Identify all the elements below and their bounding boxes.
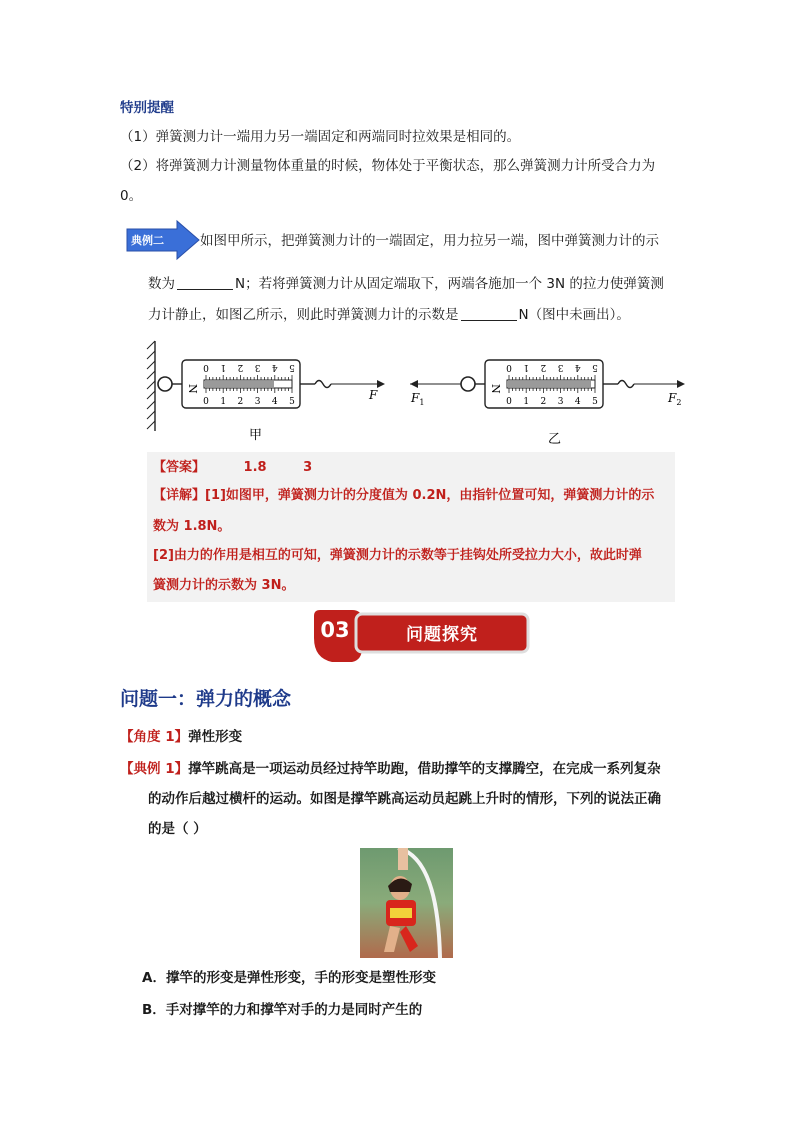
left-scale-number-top: 5 bbox=[289, 362, 295, 372]
reminder-point-2: （2）将弹簧测力计测量物体重量的时候，物体处于平衡状态，那么弹簧测力计所受合力为 bbox=[120, 158, 656, 174]
option-a[interactable]: A．撑竿的形变是弹性形变，手的形变是塑性形变 bbox=[142, 970, 436, 986]
caption-right: 乙 bbox=[548, 432, 562, 447]
right-scale-number-bottom: 4 bbox=[574, 397, 581, 407]
detail-2-cont: 簧测力计的示数为 3N。 bbox=[153, 578, 295, 593]
right-scale-number-top: 5 bbox=[592, 362, 598, 372]
example2-line-3-b: N（图中未画出）。 bbox=[518, 307, 630, 323]
force-label-f: F bbox=[369, 388, 378, 402]
left-scale-number-bottom: 1 bbox=[220, 397, 227, 407]
ex1-line-3: 的是（ ） bbox=[148, 821, 207, 837]
detail-1-cont: 数为 1.8N。 bbox=[153, 519, 231, 534]
ex1-text-1: 撑竿跳高是一项运动员经过持竿助跑，借助撑竿的支撑腾空，在完成一系列复杂 bbox=[188, 761, 661, 777]
right-scale-number-top: 4 bbox=[574, 362, 581, 372]
caption-left: 甲 bbox=[249, 428, 263, 443]
reminder-point-2-cont: 0。 bbox=[120, 188, 143, 204]
example-badge-label: 典例二 bbox=[131, 234, 164, 247]
right-scale-number-bottom: 1 bbox=[523, 397, 530, 407]
left-scale-number-bottom: 5 bbox=[289, 397, 295, 407]
section-title: 问题探究 bbox=[406, 625, 478, 645]
answer-label: 【答案】 bbox=[153, 460, 206, 475]
right-scale-number-bottom: 2 bbox=[540, 397, 547, 407]
unit-label-right: N bbox=[489, 384, 502, 394]
left-scale-number-top: 4 bbox=[271, 362, 278, 372]
left-scale-number-top: 3 bbox=[254, 362, 261, 372]
option-b[interactable]: B．手对撑竿的力和撑竿对手的力是同时产生的 bbox=[142, 1002, 423, 1018]
unit-label-left: N bbox=[186, 384, 199, 394]
right-scale-number-top: 0 bbox=[506, 362, 512, 372]
left-scale-number-top: 0 bbox=[203, 362, 209, 372]
example2-line-3-a: 力计静止，如图乙所示，则此时弹簧测力计的示数是 bbox=[148, 307, 459, 323]
ex1-line-1 bbox=[120, 759, 661, 779]
spring-scale-figure bbox=[145, 335, 690, 450]
force-label-f2: $F_2$ bbox=[668, 391, 682, 407]
ex1-label: 【典例 1】 bbox=[120, 761, 189, 777]
example2-line-2-b: N；若将弹簧测力计从固定端取下，两端各施加一个 3N 的拉力使弹簧测 bbox=[235, 276, 664, 292]
answer-value-1: 1.8 bbox=[243, 460, 267, 475]
detail-1: 【详解】[1]如图甲，弹簧测力计的分度值为 0.2N，由指针位置可知，弹簧测力计的示 bbox=[153, 488, 655, 503]
left-scale-number-top: 1 bbox=[220, 362, 227, 372]
reminder-point-1: （1）弹簧测力计一端用力另一端固定和两端同时拉效果是相同的。 bbox=[120, 129, 521, 145]
angle-text: 弹性形变 bbox=[188, 729, 243, 745]
problem-title: 问题一：弹力的概念 bbox=[120, 688, 292, 710]
detail-2: [2]由力的作用是相互的可知，弹簧测力计的示数等于挂钩处所受拉力大小，故此时弹 bbox=[153, 548, 642, 563]
wall-hatching bbox=[147, 341, 155, 431]
answer-blank-2 bbox=[461, 306, 517, 321]
right-scale-number-top: 3 bbox=[557, 362, 564, 372]
left-scale-number-bottom: 0 bbox=[203, 397, 209, 407]
angle-label: 【角度 1】 bbox=[120, 729, 189, 745]
left-scale-number-bottom: 3 bbox=[254, 397, 261, 407]
reminder-heading: 特别提醒 bbox=[120, 100, 174, 116]
force-label-f1: $F_1$ bbox=[411, 391, 425, 407]
example2-line-2-a: 数为 bbox=[148, 276, 175, 292]
left-scale-number-bottom: 4 bbox=[271, 397, 278, 407]
ex1-line-2: 的动作后越过横杆的运动。如图是撑竿跳高运动员起跳上升时的情形，下列的说法正确 bbox=[148, 791, 661, 807]
answer-line bbox=[153, 456, 312, 475]
angle-line bbox=[120, 727, 242, 747]
example2-line-1: 如图甲所示，把弹簧测力计的一端固定，用力拉另一端，图中弹簧测力计的示 bbox=[200, 233, 659, 249]
right-scale-number-bottom: 0 bbox=[506, 397, 512, 407]
left-scale-number-bottom: 2 bbox=[237, 397, 244, 407]
right-scale-number-bottom: 3 bbox=[557, 397, 564, 407]
section-tag bbox=[312, 608, 532, 662]
right-scale-number-top: 1 bbox=[523, 362, 530, 372]
right-scale-number-bottom: 5 bbox=[592, 397, 598, 407]
example2-line-2 bbox=[148, 274, 664, 294]
spring-scale-right bbox=[410, 360, 685, 408]
answer-blank-1 bbox=[177, 275, 233, 290]
answer-value-2: 3 bbox=[303, 460, 313, 475]
section-number: 03 bbox=[320, 618, 350, 642]
right-scale-number-top: 2 bbox=[540, 362, 547, 372]
left-scale-number-top: 2 bbox=[237, 362, 244, 372]
pole-vault-photo bbox=[360, 848, 453, 958]
example2-line-3 bbox=[148, 305, 630, 325]
answer-box bbox=[147, 452, 675, 602]
